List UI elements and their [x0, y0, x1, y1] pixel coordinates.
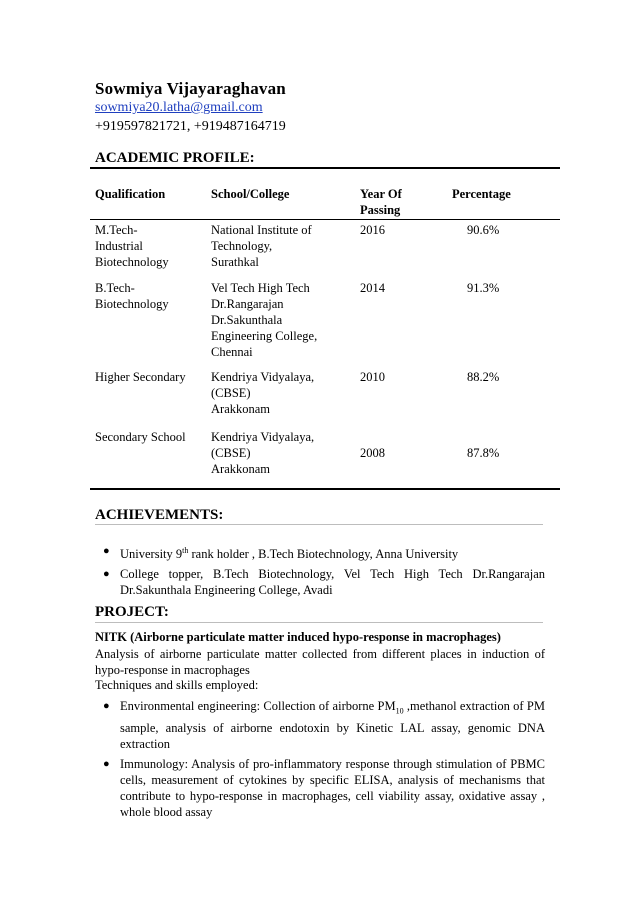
bullet-icon: ● [103, 757, 110, 770]
bullet-icon: ● [103, 545, 110, 557]
table-row-qualification: B.Tech- Biotechnology [95, 281, 169, 311]
list-item: ● Environmental engineering: Collection of airborne $PM_{10}$ ,methanol extraction of PM sample, analysis of airborne endotoxin by Kinetic LAL assay, genomic DNA extraction [103, 699, 545, 751]
list-item: ● Immunology: Analysis of pro-inflammatory response through stimulation of PBMC cells, measurement of cytokines by specific ELISA, analysis of mechanisms that contribute to hypo-response in macrophages, cell viability assay, oxidative assay , whole blood assay [103, 756, 545, 819]
bullet-icon: ● [103, 700, 110, 712]
table-row-percentage: 91.3% [467, 281, 500, 295]
table-row-qualification: M.Tech- Industrial Biotechnology [95, 223, 169, 269]
table-row-year: 2014 [360, 281, 385, 295]
table-bottom-divider [90, 488, 560, 490]
column-header-qualification: Qualification [95, 187, 166, 201]
column-header-year: Year Of Passing [360, 187, 402, 217]
section-divider [95, 524, 543, 525]
table-row-school: Kendriya Vidyalaya, (CBSE) Arakkonam [211, 430, 315, 476]
section-divider [95, 622, 543, 623]
column-header-percentage: Percentage [452, 187, 511, 201]
achievements-list [95, 543, 545, 598]
project-title: NITK (Airborne particulate matter induced hypo-response in macrophages) [95, 630, 501, 644]
table-row-school: Vel Tech High Tech Dr.Rangarajan Dr.Sakunthala Engineering College, Chennai [211, 281, 318, 359]
table-row-percentage: 87.8% [467, 446, 500, 460]
candidate-name: Sowmiya Vijayaraghavan [95, 79, 286, 98]
academic-profile-heading: ACADEMIC PROFILE: [95, 150, 255, 166]
section-divider [90, 167, 560, 169]
table-row-year: 2016 [360, 223, 385, 237]
project-heading: PROJECT: [95, 604, 169, 620]
table-row-qualification: Higher Secondary [95, 370, 186, 384]
bullet-icon: ● [103, 568, 110, 581]
table-row-percentage: 90.6% [467, 223, 500, 237]
column-header-school: School/College [211, 187, 290, 201]
techniques-label: Techniques and skills employed: [95, 678, 259, 692]
table-header-divider [90, 219, 560, 220]
achievements-heading: ACHIEVEMENTS: [95, 507, 224, 523]
table-row-year: 2008 [360, 446, 385, 460]
list-item: ● College topper, B.Tech Biotechnology, Vel Tech High Tech Dr.Rangarajan Dr.Sakunthala Engineering College, Avadi [103, 567, 545, 598]
table-row-school: National Institute of Technology, Surathkal [211, 223, 312, 269]
phone-numbers: +919597821721, +919487164719 [95, 119, 286, 134]
table-row-year: 2010 [360, 370, 385, 384]
project-techniques-list [95, 698, 545, 824]
table-row-percentage: 88.2% [467, 370, 500, 384]
list-item: ● University 9th rank holder , B.Tech Biotechnology, Anna University [103, 545, 459, 562]
email-link[interactable]: sowmiya20.latha@gmail.com [95, 100, 263, 115]
table-row-school: Kendriya Vidyalaya, (CBSE) Arakkonam [211, 370, 315, 416]
table-row-qualification: Secondary School [95, 430, 186, 444]
project-description: Analysis of airborne particulate matter collected from different places in induction of hypo-response in macrophages [95, 647, 545, 677]
